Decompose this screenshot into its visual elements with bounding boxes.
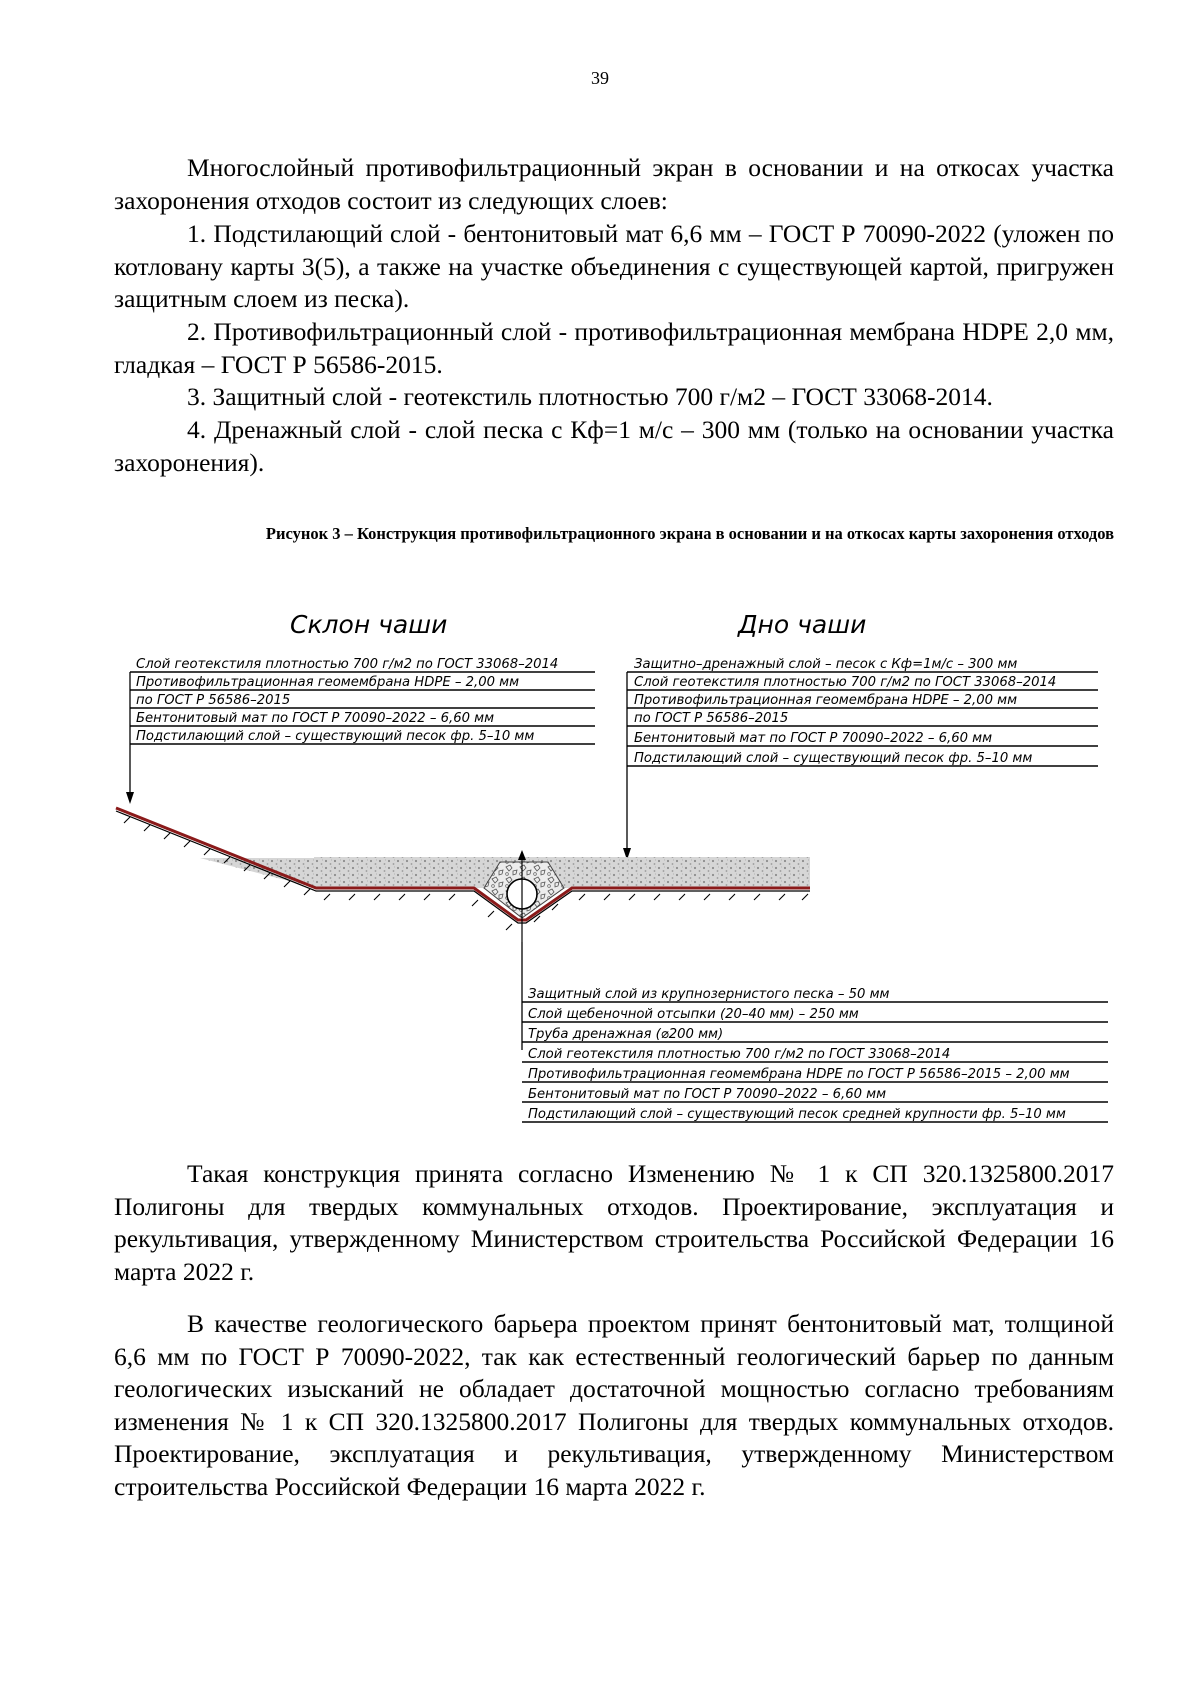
bottom-layer-table — [623, 657, 1098, 860]
slope-layer-table — [126, 657, 595, 804]
bottom-layer-1: Защитно–дренажный слой – песок с Кф=1м/с – 300 мм — [634, 657, 1018, 672]
page-number: 39 — [591, 68, 609, 88]
trench-layer-table — [522, 987, 1108, 1122]
list-item-2: 2. Противофильтрационный слой - противофильтрационная мембрана HDPE 2,0 мм, гладкая – ГОСТ Р 56586-2015. — [114, 317, 1114, 379]
cross-section-drawing — [0, 600, 1200, 1140]
trench-layer-6: Бентонитовый мат по ГОСТ Р 70090–2022 – 6,60 мм — [528, 1087, 887, 1102]
bottom-layer-4: по ГОСТ Р 56586–2015 — [634, 711, 789, 726]
list-item-1: 1. Подстилающий слой - бентонитовый мат 6,6 мм – ГОСТ Р 70090-2022 (уложен по котловану карты 3(5), а также на участке объединения с существующей картой, пригружен защитным слоем из песка). — [114, 219, 1114, 313]
slope-layer-5: Подстилающий слой – существующий песок фр. 5–10 мм — [136, 729, 535, 744]
trench-layer-4: Слой геотекстиля плотностью 700 г/м2 по ГОСТ 33068–2014 — [528, 1047, 951, 1062]
slope-layer-2: Противофильтрационная геомембрана HDPE – 2,00 мм — [136, 675, 520, 690]
bottom-layer-3: Противофильтрационная геомембрана HDPE – 2,00 мм — [634, 693, 1018, 708]
slope-title: Склон чаши — [290, 610, 448, 639]
list-item-3: 3. Защитный слой - геотекстиль плотностью 700 г/м2 – ГОСТ 33068-2014. — [187, 382, 993, 411]
figure-caption: Рисунок 3 – Конструкция противофильтрационного экрана в основании и на откосах карты захоронения отходов — [265, 524, 1114, 543]
slope-layer-1: Слой геотекстиля плотностью 700 г/м2 по ГОСТ 33068–2014 — [136, 657, 559, 672]
trench-layer-3: Труба дренажная (⌀200 мм) — [528, 1027, 724, 1042]
trench-layer-7: Подстилающий слой – существующий песок средней крупности фр. 5–10 мм — [528, 1107, 1066, 1122]
bottom-layer-2: Слой геотекстиля плотностью 700 г/м2 по ГОСТ 33068–2014 — [634, 675, 1057, 690]
slope-layer-4: Бентонитовый мат по ГОСТ Р 70090–2022 – 6,60 мм — [136, 711, 495, 726]
trench-layer-1: Защитный слой из крупнозернистого песка – 50 мм — [528, 987, 890, 1002]
body-paragraph-1: Такая конструкция принята согласно Изменению № 1 к СП 320.1325800.2017 Полигоны для твердых коммунальных отходов. Проектирование, эксплуатация и рекультивация, утвержденному Министерством строительства Российской Федерации 16 марта 2022 г. — [114, 1159, 1114, 1286]
intro-paragraph: Многослойный противофильтрационный экран в основании и на откосах участка захоронения отходов состоит из следующих слоев: — [114, 153, 1114, 215]
slope-layer-3: по ГОСТ Р 56586–2015 — [136, 693, 291, 708]
bottom-title: Дно чаши — [738, 610, 867, 639]
list-item-4: 4. Дренажный слой - слой песка с Кф=1 м/с – 300 мм (только на основании участка захоронения). — [114, 415, 1114, 477]
trench-layer-5: Противофильтрационная геомембрана HDPE по ГОСТ Р 56586–2015 – 2,00 мм — [528, 1067, 1070, 1082]
bottom-layer-6: Подстилающий слой – существующий песок фр. 5–10 мм — [634, 751, 1033, 766]
figure-diagram — [0, 600, 1200, 1140]
body-paragraph-2: В качестве геологического барьера проектом принят бентонитовый мат, толщиной 6,6 мм по ГОСТ Р 70090-2022, так как естественный геологический барьер по данным геологических изысканий не обладает достаточной мощностью согласно требованиям изменения № 1 к СП 320.1325800.2017 Полигоны для твердых коммунальных отходов. Проектирование, эксплуатация и рекультивация, утвержденному Министерством строительства Российской Федерации 16 марта 2022 г. — [114, 1309, 1114, 1501]
trench-layer-2: Слой щебеночной отсыпки (20–40 мм) – 250 мм — [528, 1007, 859, 1022]
bottom-layer-5: Бентонитовый мат по ГОСТ Р 70090–2022 – 6,60 мм — [634, 731, 993, 746]
